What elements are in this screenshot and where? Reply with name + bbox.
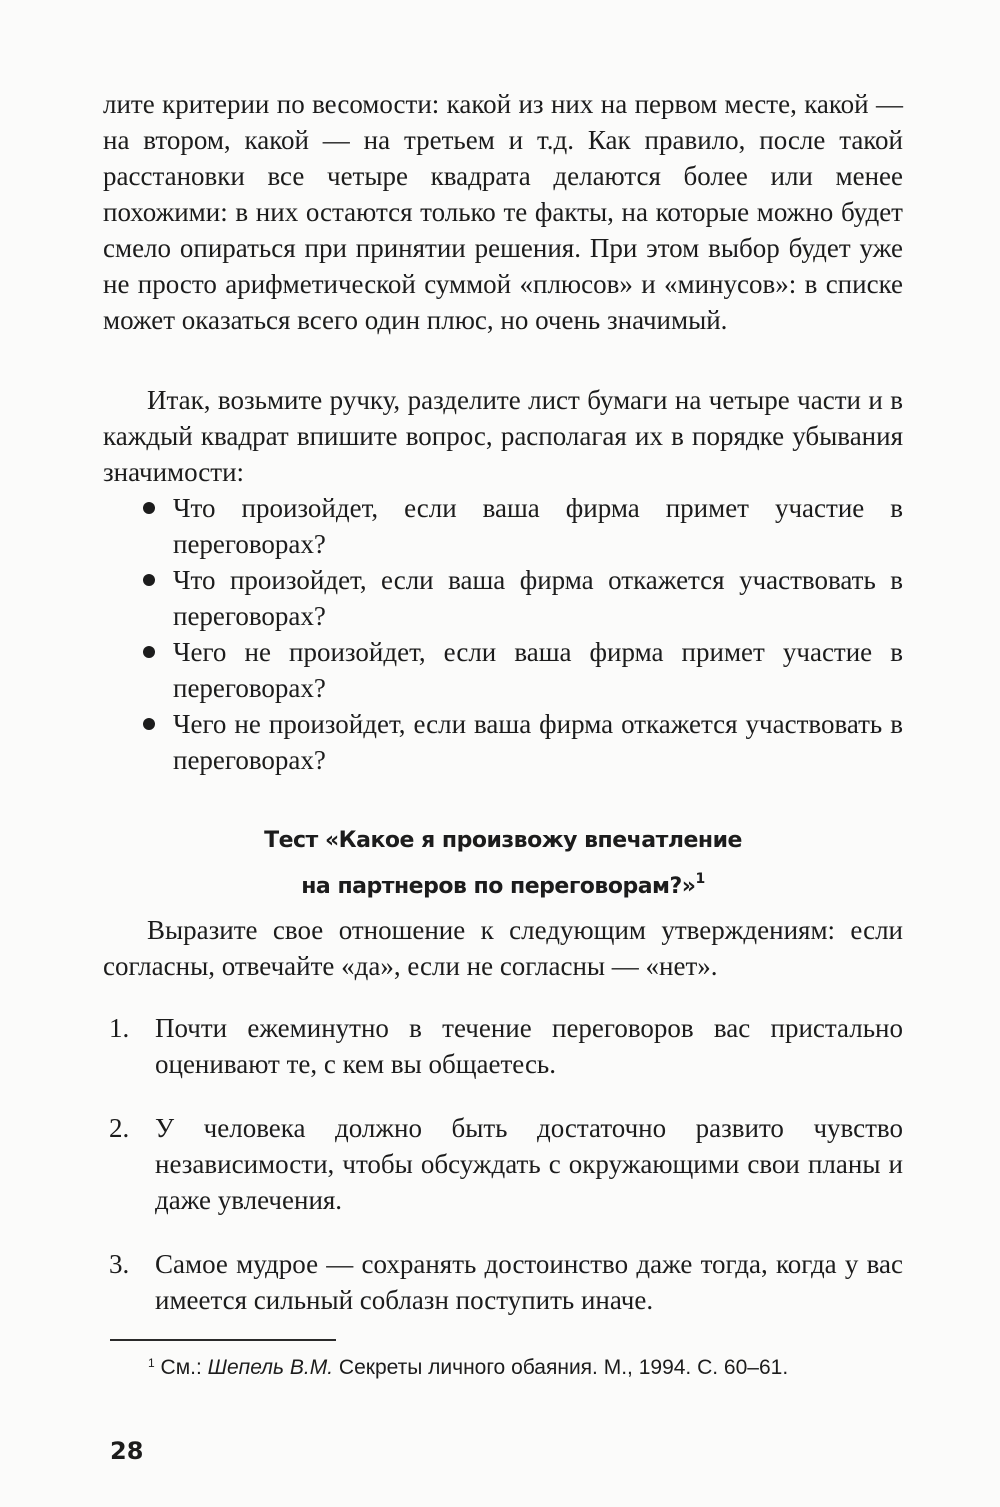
bullet-icon — [143, 646, 155, 658]
paragraph-instruction — [103, 382, 903, 490]
bullet-icon — [143, 574, 155, 586]
footnote-citation: Секреты личного обаяния. М., 1994. С. 60–61. — [333, 1356, 789, 1379]
list-item — [103, 490, 903, 562]
bullet-icon — [143, 718, 155, 730]
statement-text: Самое мудрое — сохранять достоинство даже тогда, когда у вас имеется сильный соблазн поступить иначе. — [155, 1249, 903, 1315]
statement-number: 1. — [109, 1013, 130, 1043]
statement-text: У человека должно быть достаточно развито чувство независимости, чтобы обсуждать с окружающими свои планы и даже увлечения. — [155, 1113, 903, 1215]
bullet-icon — [143, 502, 155, 514]
list-item — [103, 706, 903, 778]
list-item-text: Чего не произойдет, если ваша фирма примет участие в переговорах? — [173, 637, 903, 703]
statement-number: 3. — [109, 1249, 130, 1279]
statement-number: 2. — [109, 1113, 130, 1143]
list-item — [103, 1110, 903, 1218]
statement-list — [103, 1010, 903, 1346]
footnote-reference: 1 — [695, 871, 705, 887]
footnote-prefix: См.: — [160, 1356, 208, 1379]
paragraph-continuation — [103, 86, 903, 338]
footnote-author: Шепель В.М. — [207, 1356, 334, 1379]
list-item — [103, 1246, 903, 1318]
list-item — [103, 1010, 903, 1082]
test-heading-line-2 — [103, 860, 903, 906]
footnote-divider — [110, 1339, 336, 1341]
test-heading — [103, 822, 903, 906]
test-heading-line-1: Тест «Какое я произвожу впечатление — [264, 828, 742, 853]
list-item-text: Что произойдет, если ваша фирма откажется участвовать в переговорах? — [173, 565, 903, 631]
list-item — [103, 562, 903, 634]
list-item — [103, 634, 903, 706]
footnote — [148, 1348, 908, 1383]
paragraph-continuation-text: лите критерии по весомости: какой из них на первом месте, какой — на втором, какой — на третьем и т.д. Как правило, после такой расстановки все четыре квадрата делаются более или менее похожими: в них остаются только те факты, на которые можно будет смело опираться при принятии решения. При этом выбор будет уже не просто арифметической суммой «плюсов» и «минусов»: в списке может оказаться всего один плюс, но очень значимый. — [103, 89, 903, 335]
test-intro: Выразите свое отношение к следующим утверждениям: если согласны, отвечайте «да», если не согласны — «нет». — [103, 915, 903, 981]
test-heading-line-2-text: на партнеров по переговорам?» — [301, 874, 696, 899]
paragraph-instruction-text: Итак, возьмите ручку, разделите лист бумаги на четыре части и в каждый квадрат впишите вопрос, располагая их в порядке убывания значимости: — [103, 385, 903, 487]
question-bullet-list — [103, 490, 903, 778]
list-item-text: Чего не произойдет, если ваша фирма откажется участвовать в переговорах? — [173, 709, 903, 775]
list-item-text: Что произойдет, если ваша фирма примет участие в переговорах? — [173, 493, 903, 559]
statement-text: Почти ежеминутно в течение переговоров вас пристально оценивают те, с кем вы общаетесь. — [155, 1013, 903, 1079]
footnote-marker: 1 — [148, 1356, 155, 1370]
page-number: 28 — [110, 1437, 144, 1465]
